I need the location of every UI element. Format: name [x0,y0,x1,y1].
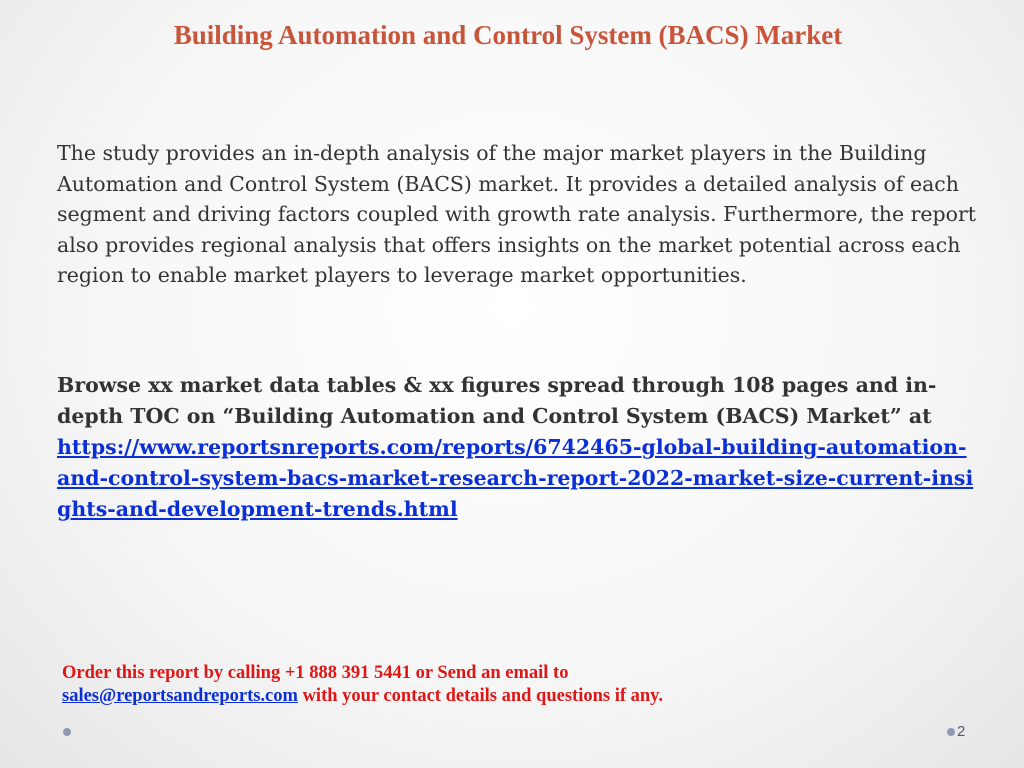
intro-paragraph: The study provides an in-depth analysis of the major market players in the Building Automation and Control System (BACS) market. It provides a detailed analysis of each segment and driving factors coupled with growth rate analysis. Furthermore, the report also provides regional analysis that offers insights on the market potential across each region to enable market players to leverage market opportunities. [57,141,977,287]
left-bullet-dot [63,728,71,736]
page-number: 2 [957,723,966,740]
browse-paragraph [57,370,977,525]
right-bullet-dot [947,728,955,736]
report-link[interactable]: https://www.reportsnreports.com/reports/6742465-global-building-automation-and-control-system-bacs-market-research-report-2022-market-size-current-insights-and-development-trends.html [57,435,974,521]
order-text: Order this report by calling +1 888 391 5441 or Send an email to [62,663,569,683]
slide-title: Building Automation and Control System (BACS) Market [173,20,843,50]
browse-text: Browse xx market data tables & xx figures spread through 108 pages and in-depth TOC on “Building Automation and Control System (BACS) Market” at [57,373,937,428]
order-paragraph [62,662,962,708]
order-suffix: with your contact details and questions if any. [297,686,664,706]
email-link[interactable]: sales@reportsandreports.com [62,686,298,706]
